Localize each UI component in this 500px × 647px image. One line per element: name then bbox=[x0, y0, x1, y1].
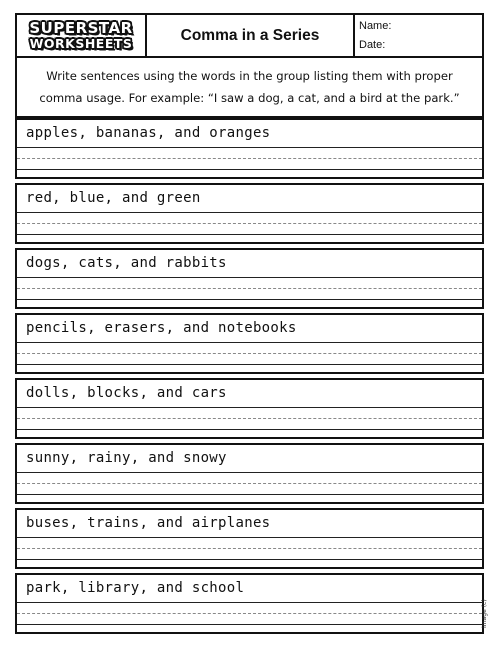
midline-dashed bbox=[17, 158, 482, 159]
exercise-prompt: red, blue, and green bbox=[26, 190, 201, 206]
baseline bbox=[17, 559, 482, 560]
midline-dashed bbox=[17, 288, 482, 289]
top-writing-line bbox=[17, 212, 482, 213]
midline-dashed bbox=[17, 418, 482, 419]
exercise-block bbox=[15, 248, 484, 309]
top-writing-line bbox=[17, 537, 482, 538]
date-label: Date: bbox=[359, 38, 386, 51]
exercise-prompt: dolls, blocks, and cars bbox=[26, 385, 227, 401]
midline-dashed bbox=[17, 223, 482, 224]
instructions-text: Write sentences using the words in the group listing them with proper comma usage. For example: “I saw a dog, a cat, and a bird at the park.” bbox=[39, 68, 460, 105]
exercise-prompt: buses, trains, and airplanes bbox=[26, 515, 271, 531]
logo-line-worksheets: WORKSHEETS bbox=[29, 35, 133, 51]
exercise-block bbox=[15, 313, 484, 374]
midline-dashed bbox=[17, 353, 482, 354]
instructions-box bbox=[15, 57, 484, 118]
superstar-worksheets-logo bbox=[17, 15, 147, 56]
midline-dashed bbox=[17, 483, 482, 484]
exercise-prompt: park, library, and school bbox=[26, 580, 245, 596]
top-writing-line bbox=[17, 277, 482, 278]
exercise-prompt: pencils, erasers, and notebooks bbox=[26, 320, 297, 336]
exercise-prompt: apples, bananas, and oranges bbox=[26, 125, 271, 141]
baseline bbox=[17, 624, 482, 625]
exercise-prompt: sunny, rainy, and snowy bbox=[26, 450, 227, 466]
copyright-notice: Image (c) bbox=[481, 599, 488, 628]
top-writing-line bbox=[17, 407, 482, 408]
exercise-block bbox=[15, 573, 484, 634]
exercise-block bbox=[15, 183, 484, 244]
top-writing-line bbox=[17, 602, 482, 603]
name-label: Name: bbox=[359, 19, 392, 32]
top-writing-line bbox=[17, 147, 482, 148]
exercise-list bbox=[15, 118, 484, 634]
baseline bbox=[17, 364, 482, 365]
logo-line-superstar: SUPERSTAR bbox=[29, 18, 133, 37]
baseline bbox=[17, 429, 482, 430]
exercise-prompt: dogs, cats, and rabbits bbox=[26, 255, 227, 271]
top-writing-line bbox=[17, 472, 482, 473]
baseline bbox=[17, 169, 482, 170]
midline-dashed bbox=[17, 613, 482, 614]
midline-dashed bbox=[17, 548, 482, 549]
exercise-block bbox=[15, 118, 484, 179]
baseline bbox=[17, 494, 482, 495]
exercise-block bbox=[15, 508, 484, 569]
worksheet-header bbox=[15, 13, 484, 58]
baseline bbox=[17, 234, 482, 235]
exercise-block bbox=[15, 443, 484, 504]
top-writing-line bbox=[17, 342, 482, 343]
worksheet-title: Comma in a Series bbox=[147, 15, 355, 56]
baseline bbox=[17, 299, 482, 300]
exercise-block bbox=[15, 378, 484, 439]
name-date-box bbox=[355, 15, 482, 56]
